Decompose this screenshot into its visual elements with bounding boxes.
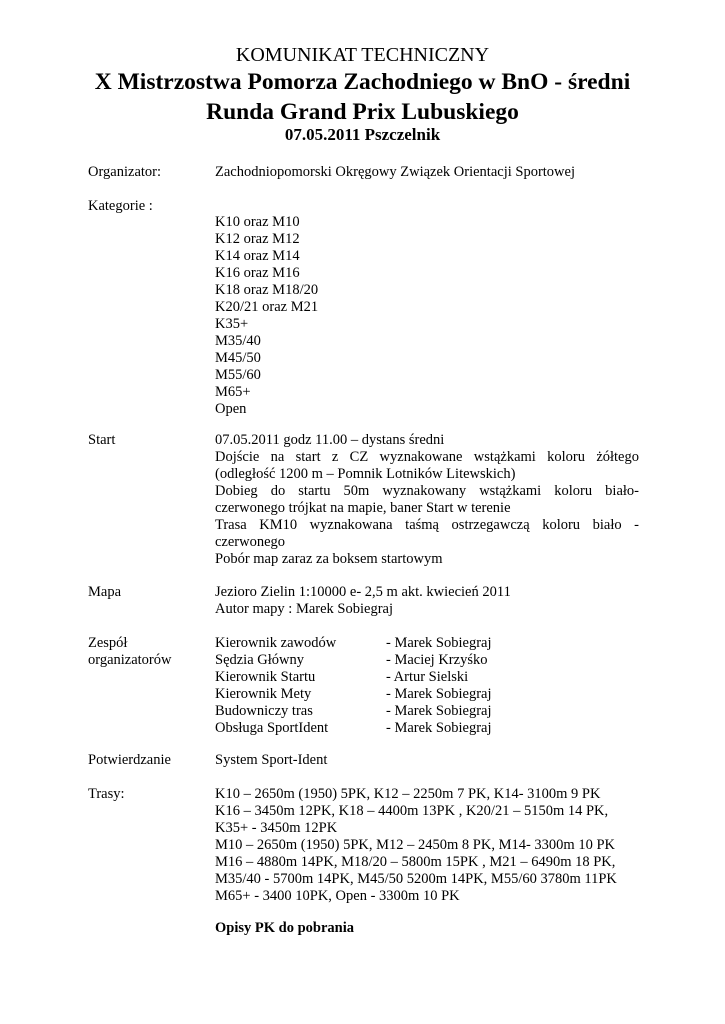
staff-row — [215, 635, 639, 652]
category-item: M55/60 — [215, 367, 261, 383]
category-item: K35+ — [215, 316, 249, 332]
category-item: K14 oraz M14 — [215, 248, 300, 264]
staff-role: Budowniczy tras — [215, 703, 313, 719]
course-line: M35/40 - 5700m 14PK, M45/50 5200m 14PK, M55/60 3780m 11PK — [215, 871, 617, 887]
category-item: K16 oraz M16 — [215, 265, 300, 281]
staff-name: - Marek Sobiegraj — [386, 703, 492, 719]
staff-row — [215, 686, 639, 703]
staff-name: - Marek Sobiegraj — [386, 686, 492, 702]
kategorie-label: Kategorie : — [88, 198, 153, 214]
map-author: Autor mapy : Marek Sobiegraj — [215, 601, 393, 617]
start-km10-info: Trasa KM10 wyznakowana taśmą ostrzegawczą koloru biało - czerwonego — [215, 517, 639, 550]
staff-role: Kierownik zawodów — [215, 635, 337, 651]
staff-role: Obsługa SportIdent — [215, 720, 329, 736]
trasy-list — [215, 786, 639, 905]
start-map-pickup: Pobór map zaraz za boksem startowym — [215, 551, 443, 567]
staff-role: Kierownik Mety — [215, 686, 312, 702]
staff-role: Sędzia Główny — [215, 652, 304, 668]
category-item: M35/40 — [215, 333, 261, 349]
course-line: K35+ - 3450m 12PK — [215, 820, 338, 836]
start-run-info: Dobieg do startu 50m wyznakowany wstążkami koloru biało-czerwonego trójkat na mapie, baner Start w terenie — [215, 483, 639, 516]
mapa-details — [215, 584, 639, 618]
event-subtitle: Runda Grand Prix Lubuskiego — [206, 99, 519, 125]
course-line: K16 – 3450m 12PK, K18 – 4400m 13PK , K20/21 – 5150m 14 PK, — [215, 803, 609, 819]
event-title: X Mistrzostwa Pomorza Zachodniego w BnO - średni — [94, 69, 631, 95]
potwierdzanie-value: System Sport-Ident — [215, 752, 328, 768]
staff-row — [215, 703, 639, 720]
zespol-label — [88, 635, 210, 669]
potwierdzanie-label: Potwierdzanie — [88, 752, 171, 768]
staff-row — [215, 669, 639, 686]
zespol-table — [215, 635, 639, 737]
zespol-label-line2: organizatorów — [88, 652, 172, 668]
course-line: M65+ - 3400 10PK, Open - 3300m 10 PK — [215, 888, 460, 904]
control-descriptions-note: Opisy PK do pobrania — [215, 920, 354, 936]
start-label: Start — [88, 432, 116, 448]
staff-row — [215, 720, 639, 737]
category-item: K12 oraz M12 — [215, 231, 300, 247]
category-item: Open — [215, 401, 247, 417]
staff-name: - Maciej Krzyśko — [386, 652, 488, 668]
mapa-label: Mapa — [88, 584, 122, 600]
start-details — [215, 432, 639, 568]
category-item: K20/21 oraz M21 — [215, 299, 319, 315]
start-time: 07.05.2011 godz 11.00 – dystans średni — [215, 432, 445, 448]
staff-role: Kierownik Startu — [215, 669, 316, 685]
category-item: K10 oraz M10 — [215, 214, 300, 230]
trasy-label: Trasy: — [88, 786, 125, 802]
staff-name: - Marek Sobiegraj — [386, 635, 492, 651]
zespol-label-line1: Zespół — [88, 635, 128, 651]
staff-name: - Artur Sielski — [386, 669, 469, 685]
category-item: K18 oraz M18/20 — [215, 282, 319, 298]
course-line: M10 – 2650m (1950) 5PK, M12 – 2450m 8 PK, M14- 3300m 10 PK — [215, 837, 615, 853]
course-line: K10 – 2650m (1950) 5PK, K12 – 2250m 7 PK, K14- 3100m 9 PK — [215, 786, 601, 802]
map-info: Jezioro Zielin 1:10000 e- 2,5 m akt. kwiecień 2011 — [215, 584, 511, 600]
staff-name: - Marek Sobiegraj — [386, 720, 492, 736]
event-date-place: 07.05.2011 Pszczelnik — [284, 125, 441, 144]
staff-row — [215, 652, 639, 669]
category-item: M45/50 — [215, 350, 261, 366]
organizator-label: Organizator: — [88, 164, 162, 180]
category-item: M65+ — [215, 384, 251, 400]
start-access-info: Dojście na start z CZ wyznakowane wstążkami koloru żółtego (odległość 1200 m – Pomnik Lotników Litewskich) — [215, 449, 639, 482]
course-line: M16 – 4880m 14PK, M18/20 – 5800m 15PK , M21 – 6490m 18 PK, — [215, 854, 616, 870]
organizator-value: Zachodniopomorski Okręgowy Związek Orientacji Sportowej — [215, 164, 575, 180]
document-heading: KOMUNIKAT TECHNICZNY — [235, 44, 490, 66]
kategorie-list — [215, 214, 639, 418]
